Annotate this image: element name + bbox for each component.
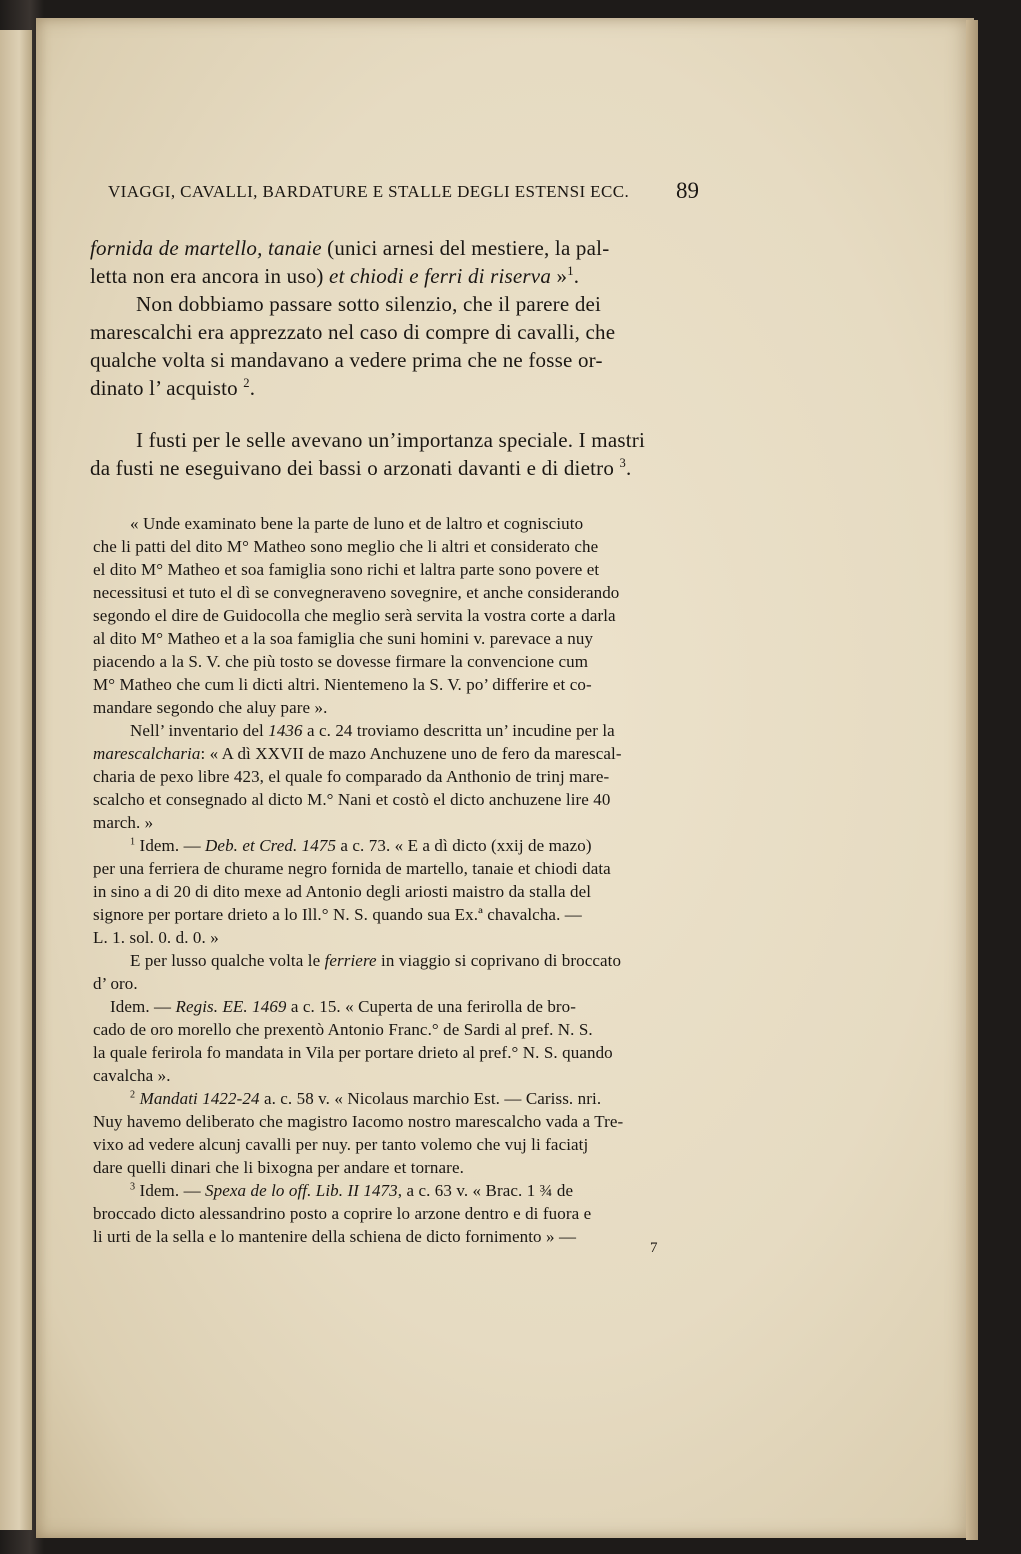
footnote-line: Nuy havemo deliberato che magistro Iacomo nostro marescalcho vada a Tre- bbox=[93, 1112, 624, 1131]
footnote-line: la quale ferirola fo mandata in Vila per portare drieto al pref.° N. S. quando bbox=[93, 1043, 613, 1062]
page-fore-edge bbox=[966, 20, 978, 1540]
previous-page-edge bbox=[0, 30, 32, 1530]
body-line: qualche volta si mandavano a vedere prima che ne fosse or- bbox=[90, 348, 603, 372]
footnote-line: signore per portare drieto a lo Ill.° N. S. quando sua Ex.ª chavalcha. — bbox=[93, 905, 582, 924]
footnote-line: broccado dicto alessandrino posto a coprire lo arzone dentro e di fuora e bbox=[93, 1204, 592, 1223]
footnote-line: mandare segondo che aluy pare ». bbox=[93, 698, 328, 717]
footnote-line: cavalcha ». bbox=[93, 1066, 171, 1085]
body-line: marescalchi era apprezzato nel caso di compre di cavalli, che bbox=[90, 320, 616, 344]
running-head: VIAGGI, CAVALLI, BARDATURE E STALLE DEGLI ESTENSI ECC. bbox=[108, 182, 630, 201]
footnote-line: marescalcharia: « A dì XXVII de mazo Anchuzene uno de fero da marescal- bbox=[93, 744, 622, 763]
footnote-line: $^2$ Mandati 1422-24 a. c. 58 v. « Nicolaus marchio Est. — Cariss. nri. bbox=[130, 1089, 602, 1108]
body-line: I fusti per le selle avevano un’importanza speciale. I mastri bbox=[136, 428, 646, 452]
footnote-line: cado de oro morello che prexentò Antonio Franc.° de Sardi al pref. N. S. bbox=[93, 1020, 593, 1039]
footnote-line: $^3$ Idem. — Spexa de lo off. Lib. II 1473, a c. 63 v. « Brac. 1 ¾ de bbox=[130, 1181, 574, 1200]
body-line: da fusti ne eseguivano dei bassi o arzonati davanti e di dietro $^3$. bbox=[90, 456, 632, 480]
footnote-line: che li patti del dito M° Matheo sono meglio che li altri et considerato che bbox=[93, 537, 599, 556]
footnote-line: charia de pexo libre 423, el quale fo comparado da Anthonio de trinj mare- bbox=[93, 767, 610, 786]
footnote-line: $^1$ Idem. — Deb. et Cred. 1475 a c. 73. « E a dì dicto (xxij de mazo) bbox=[130, 836, 592, 855]
signature-mark: 7 bbox=[650, 1240, 658, 1256]
body-line: Non dobbiamo passare sotto silenzio, che il parere dei bbox=[136, 292, 602, 316]
footnote-line: Nell’ inventario del 1436 a c. 24 troviamo descritta un’ incudine per la bbox=[130, 721, 615, 740]
body-line: dinato l’ acquisto $^2$. bbox=[90, 376, 256, 400]
footnote-line: segondo el dire de Guidocolla che meglio serà servita la vostra corte a darla bbox=[93, 606, 616, 625]
footnote-line: scalcho et consegnado al dicto M.° Nani et costò el dicto anchuzene lire 40 bbox=[93, 790, 611, 809]
footnote-line: al dito M° Matheo et a la soa famiglia che suni homini v. parevace a nuy bbox=[93, 629, 594, 648]
footnote-line: el dito M° Matheo et soa famiglia sono richi et laltra parte sono povere et bbox=[93, 560, 600, 579]
body-line: letta non era ancora in uso) et chiodi e ferri di riserva »$^1$. bbox=[90, 264, 580, 288]
footnote-line: « Unde examinato bene la parte de luno et de laltro et cognisciuto bbox=[130, 514, 584, 533]
footnote-line: L. 1. sol. 0. d. 0. » bbox=[93, 928, 219, 947]
footnote-line: necessitusi et tuto el dì se convegneraveno sovegnire, et anche considerando bbox=[93, 583, 620, 602]
footnote-line: E per lusso qualche volta le ferriere in viaggio si coprivano di broccato bbox=[130, 951, 622, 970]
footnote-line: M° Matheo che cum li dicti altri. Nientemeno la S. V. po’ differire et co- bbox=[93, 675, 592, 694]
footnote-line: piacendo a la S. V. che più tosto se dovesse firmare la convencione cum bbox=[93, 652, 589, 671]
footnote-line: in sino a di 20 di dito mexe ad Antonio degli ariosti maistro da stalla del bbox=[93, 882, 592, 901]
footnote-line: dare quelli dinari che li bixogna per andare et tornare. bbox=[93, 1158, 464, 1177]
footnote-line: march. » bbox=[93, 813, 154, 832]
footnote-line: li urti de la sella e lo mantenire della schiena de dicto fornimento » — bbox=[93, 1227, 577, 1246]
footnote-line: Idem. — Regis. EE. 1469 a c. 15. « Cuperta de una ferirolla de bro- bbox=[110, 997, 577, 1016]
page-number: 89 bbox=[676, 178, 699, 203]
footnote-line: vixo ad vedere alcunj cavalli per nuy. per tanto volemo che vuj li faciatj bbox=[93, 1135, 589, 1154]
body-line: fornida de martello, tanaie (unici arnesi del mestiere, la pal- bbox=[90, 236, 610, 260]
footnote-line: d’ oro. bbox=[93, 974, 138, 993]
footnote-line: per una ferriera de churame negro fornida de martello, tanaie et chiodi data bbox=[93, 859, 611, 878]
